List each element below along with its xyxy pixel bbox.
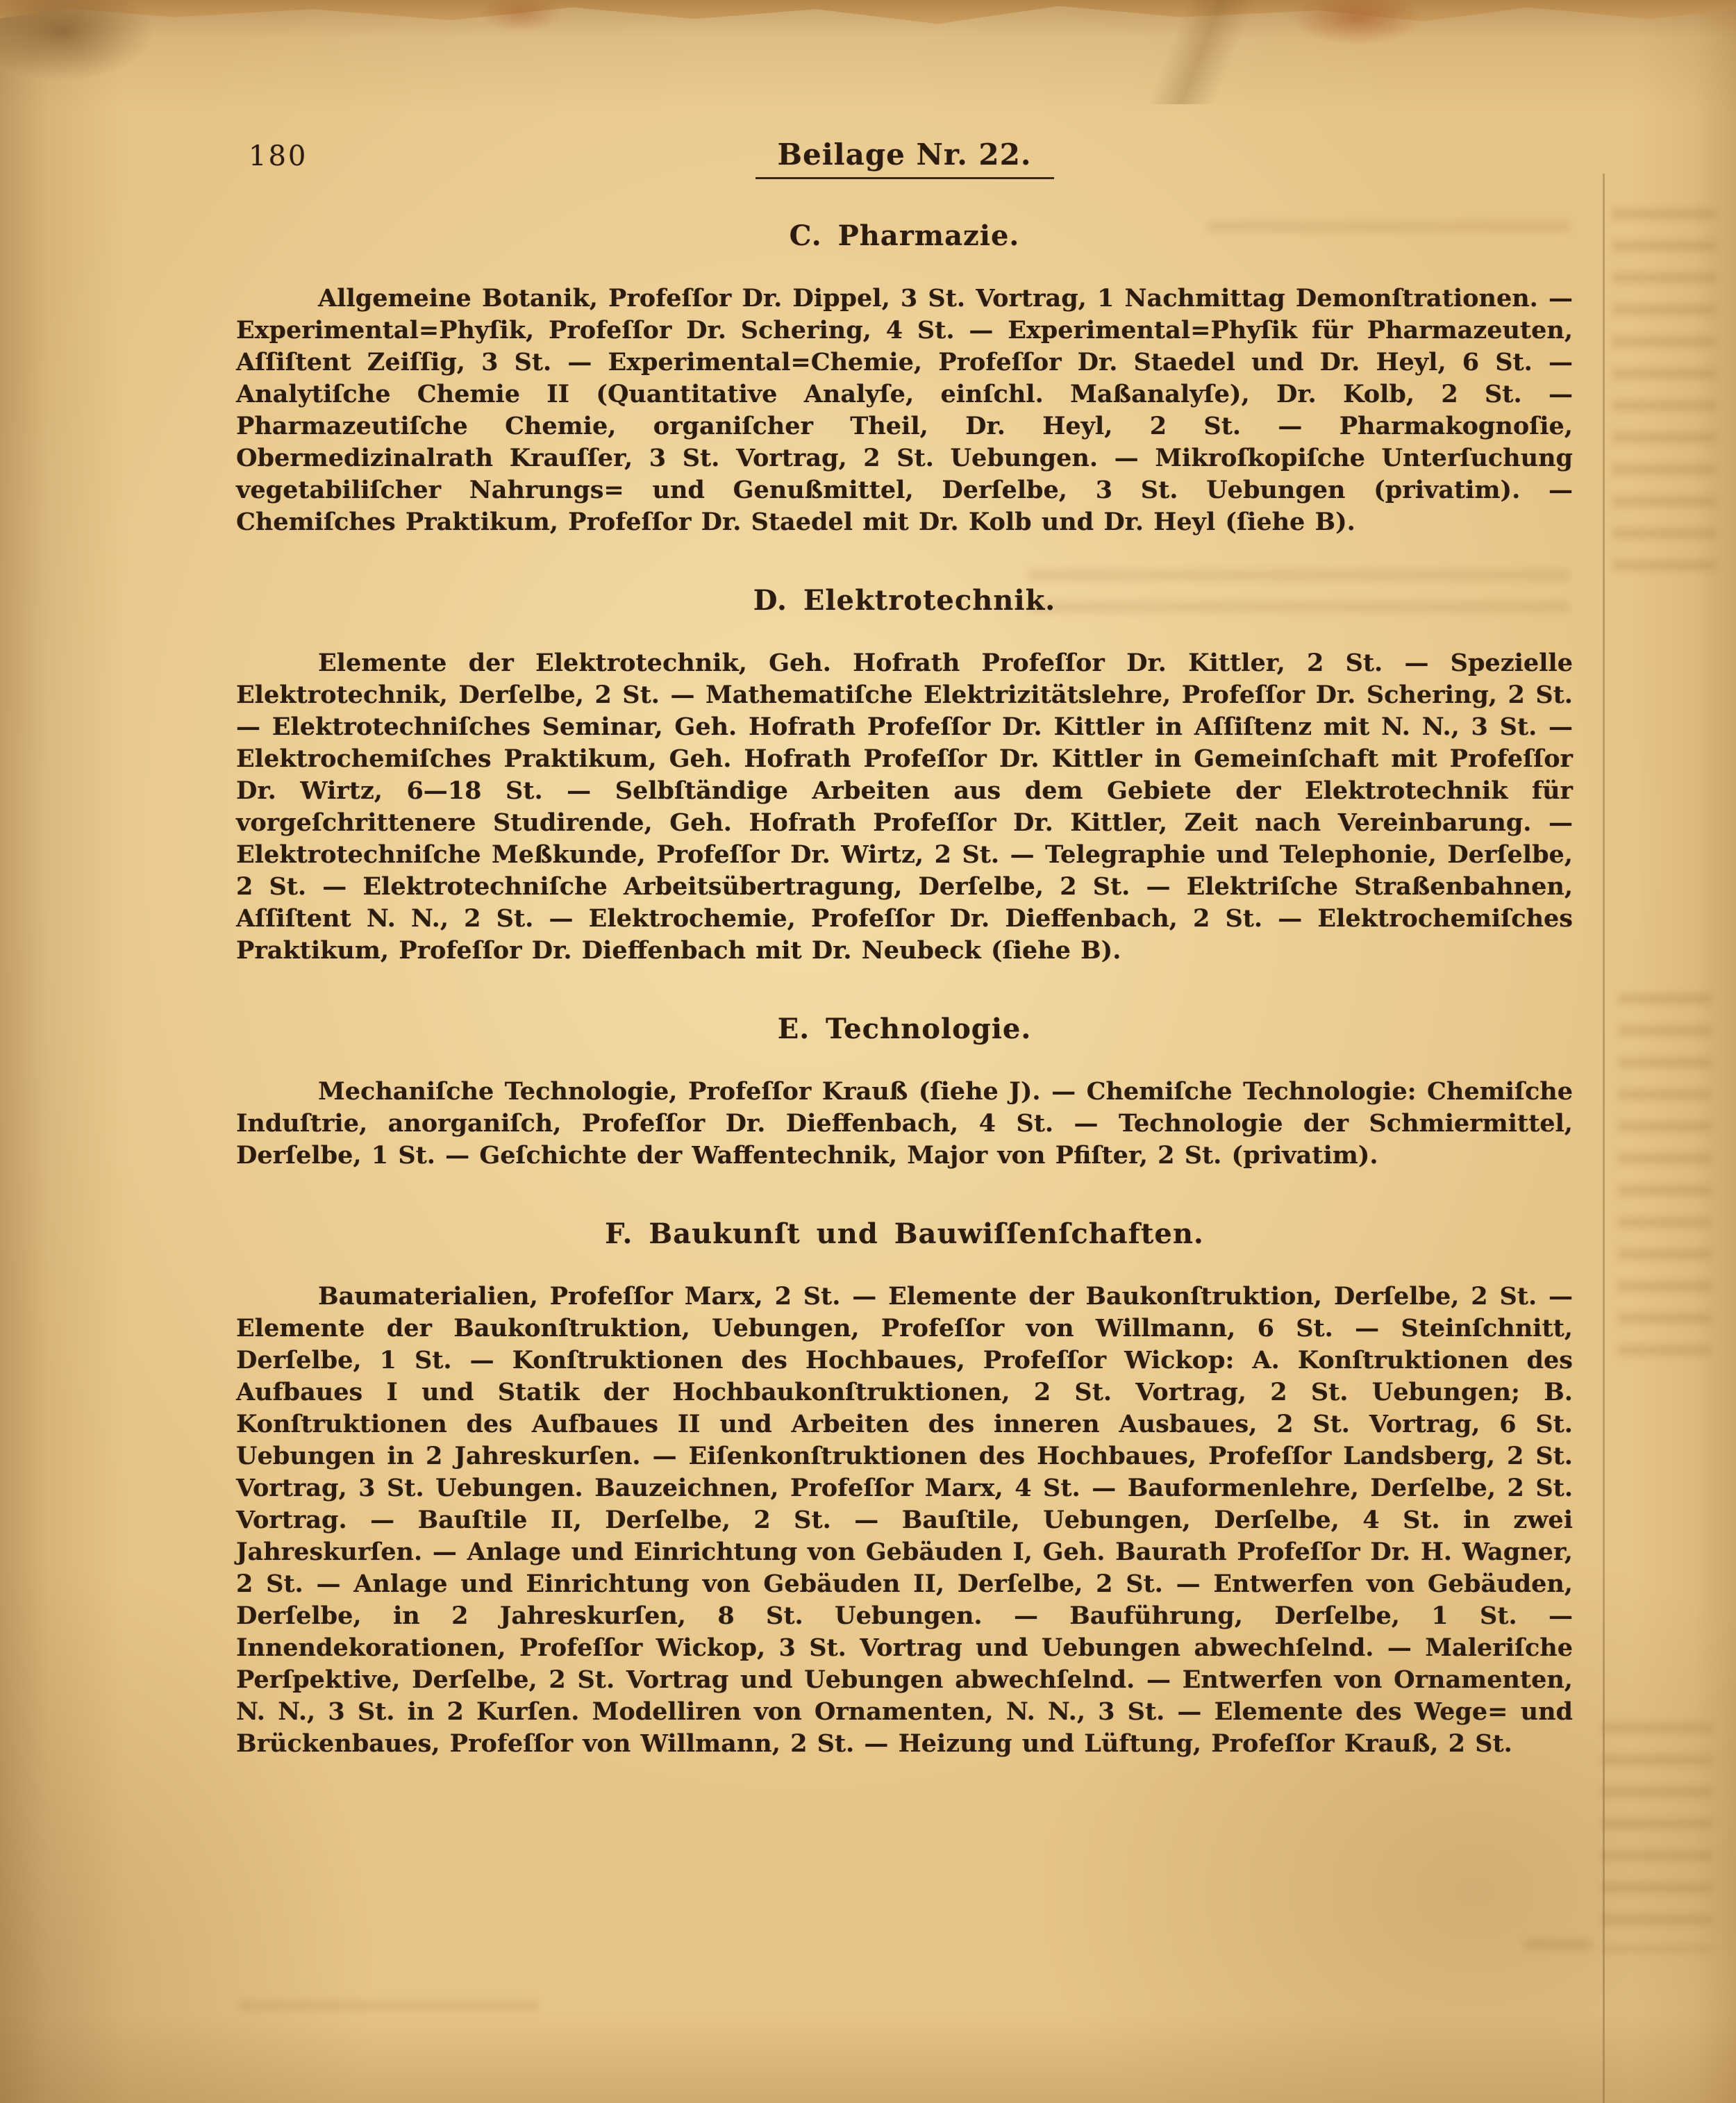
bleedthrough-text [1618, 993, 1712, 1368]
section-heading-baukunst: F. Baukunſt und Bauwiſſenſchaften. [605, 1217, 1204, 1250]
bleedthrough-text [240, 2000, 538, 2028]
section-heading-elektrotechnik: D. Elektrotechnik. [753, 584, 1056, 617]
section-body-technologie: Mechaniſche Technologie, Profeſſor Krauß (ſiehe J). — Chemiſche Technologie: Chemiſche Induſtrie, anorganiſch, Profeſſor Dr. Dieffenbach, 4 St. — Technologie der Schmiermittel, Derſelbe, 1 St. — Geſchichte der Waffentechnik, Major von Pfiſter, 2 St. (privatim). [236, 1077, 1573, 1170]
section-pharmazie [236, 219, 1573, 538]
header-rule [756, 177, 1054, 179]
section-elektrotechnik [236, 584, 1573, 967]
page-content [236, 138, 1573, 1760]
page-header-row [236, 138, 1573, 179]
section-body-pharmazie: Allgemeine Botanik, Profeſſor Dr. Dippel, 3 St. Vortrag, 1 Nachmittag Demonſtrationen. — Experimental=Phyſik, Profeſſor Dr. Schering, 4 St. — Experimental=Phyſik für Pharmazeuten, Aſſiſtent Zeiſſig, 3 St. — Experimental=Chemie, Profeſſor Dr. Staedel und Dr. Heyl, 6 St. — Analytiſche Chemie II (Quantitative Analyſe, einſchl. Maßanalyſe), Dr. Kolb, 2 St. — Pharmazeutiſche Chemie, organiſcher Theil, Dr. Heyl, 2 St. — Pharmakognoſie, Obermedizinalrath Krauſſer, 3 St. Vortrag, 2 St. Uebungen. — Mikroſkopiſche Unterſuchung vegetabiliſcher Nahrungs= und Genußmittel, Derſelbe, 3 St. Uebungen (privatim). — Chemiſches Praktikum, Profeſſor Dr. Staedel mit Dr. Kolb und Dr. Heyl (ſiehe B). [236, 284, 1573, 536]
section-heading-technologie: E. Technologie. [777, 1013, 1032, 1045]
section-body-baukunst: Baumaterialien, Profeſſor Marx, 2 St. — Elemente der Baukonſtruktion, Derſelbe, 2 St. — Elemente der Baukonſtruktion, Uebungen, Profeſſor von Willmann, 6 St. — Steinſchnitt, Derſelbe, 1 St. — Konſtruktionen des Hochbaues, Profeſſor Wickop: A. Konſtruktionen des Aufbaues I und Statik der Hochbaukonſtruktionen, 2 St. Vortrag, 2 St. Uebungen; B. Konſtruktionen des Aufbaues II und Arbeiten des inneren Ausbaues, 2 St. Vortrag, 6 St. Uebungen in 2 Jahreskurſen. — Eiſenkonſtruktionen des Hochbaues, Profeſſor Landsberg, 2 St. Vortrag, 3 St. Uebungen. Bauzeichnen, Profeſſor Marx, 4 St. — Bauformenlehre, Derſelbe, 2 St. Vortrag. — Bauſtile II, Derſelbe, 2 St. — Bauſtile, Uebungen, Derſelbe, 4 St. in zwei Jahreskurſen. — Anlage und Einrichtung von Gebäuden I, Geh. Baurath Profeſſor Dr. H. Wagner, 2 St. — Anlage und Einrichtung von Gebäuden II, Derſelbe, 2 St. — Entwerfen von Gebäuden, Derſelbe, in 2 Jahreskurſen, 8 St. Uebungen. — Bauführung, Derſelbe, 1 St. — Innendekorationen, Profeſſor Wickop, 3 St. Vortrag und Uebungen abwechſelnd. — Maleriſche Perſpektive, Derſelbe, 2 St. Vortrag und Uebungen abwechſelnd. — Entwerfen von Ornamenten, N. N., 3 St. in 2 Kurſen. Modelliren von Ornamenten, N. N., 3 St. — Elemente des Wege= und Brückenbaues, Profeſſor von Willmann, 2 St. — Heizung und Lüftung, Profeſſor Krauß, 2 St. [236, 1282, 1573, 1758]
bleedthrough-signature-mark [1525, 1939, 1592, 1964]
section-baukunst [236, 1217, 1573, 1760]
section-body-elektrotechnik: Elemente der Elektrotechnik, Geh. Hofrath Profeſſor Dr. Kittler, 2 St. — Spezielle Elektrotechnik, Derſelbe, 2 St. — Mathematiſche Elektrizitätslehre, Profeſſor Dr. Schering, 2 St. — Elektrotechniſches Seminar, Geh. Hofrath Profeſſor Dr. Kittler in Aſſiſtenz mit N. N., 3 St. — Elektrochemiſches Praktikum, Geh. Hofrath Profeſſor Dr. Kittler in Gemeinſchaft mit Profeſſor Dr. Wirtz, 6—18 St. — Selbſtändige Arbeiten aus dem Gebiete der Elektrotechnik für vorgeſchrittenere Studirende, Geh. Hofrath Profeſſor Dr. Kittler, Zeit nach Vereinbarung. — Elektrotechniſche Meßkunde, Profeſſor Dr. Wirtz, 2 St. — Telegraphie und Telephonie, Derſelbe, 2 St. — Elektrotechniſche Arbeitsübertragung, Derſelbe, 2 St. — Elektriſche Straßenbahnen, Aſſiſtent N. N., 2 St. — Elektrochemie, Profeſſor Dr. Dieffenbach, 2 St. — Elektrochemiſches Praktikum, Profeſſor Dr. Dieffenbach mit Dr. Neubeck (ſiehe B). [236, 649, 1573, 965]
bleedthrough-text [1612, 208, 1717, 583]
page-number: 180 [249, 140, 308, 172]
page-title-wrap [236, 138, 1573, 179]
bleedthrough-text [1601, 1722, 1712, 1952]
section-technologie [236, 1013, 1573, 1172]
page-title: Beilage Nr. 22. [777, 138, 1032, 172]
section-heading-pharmazie: C. Pharmazie. [789, 219, 1020, 252]
